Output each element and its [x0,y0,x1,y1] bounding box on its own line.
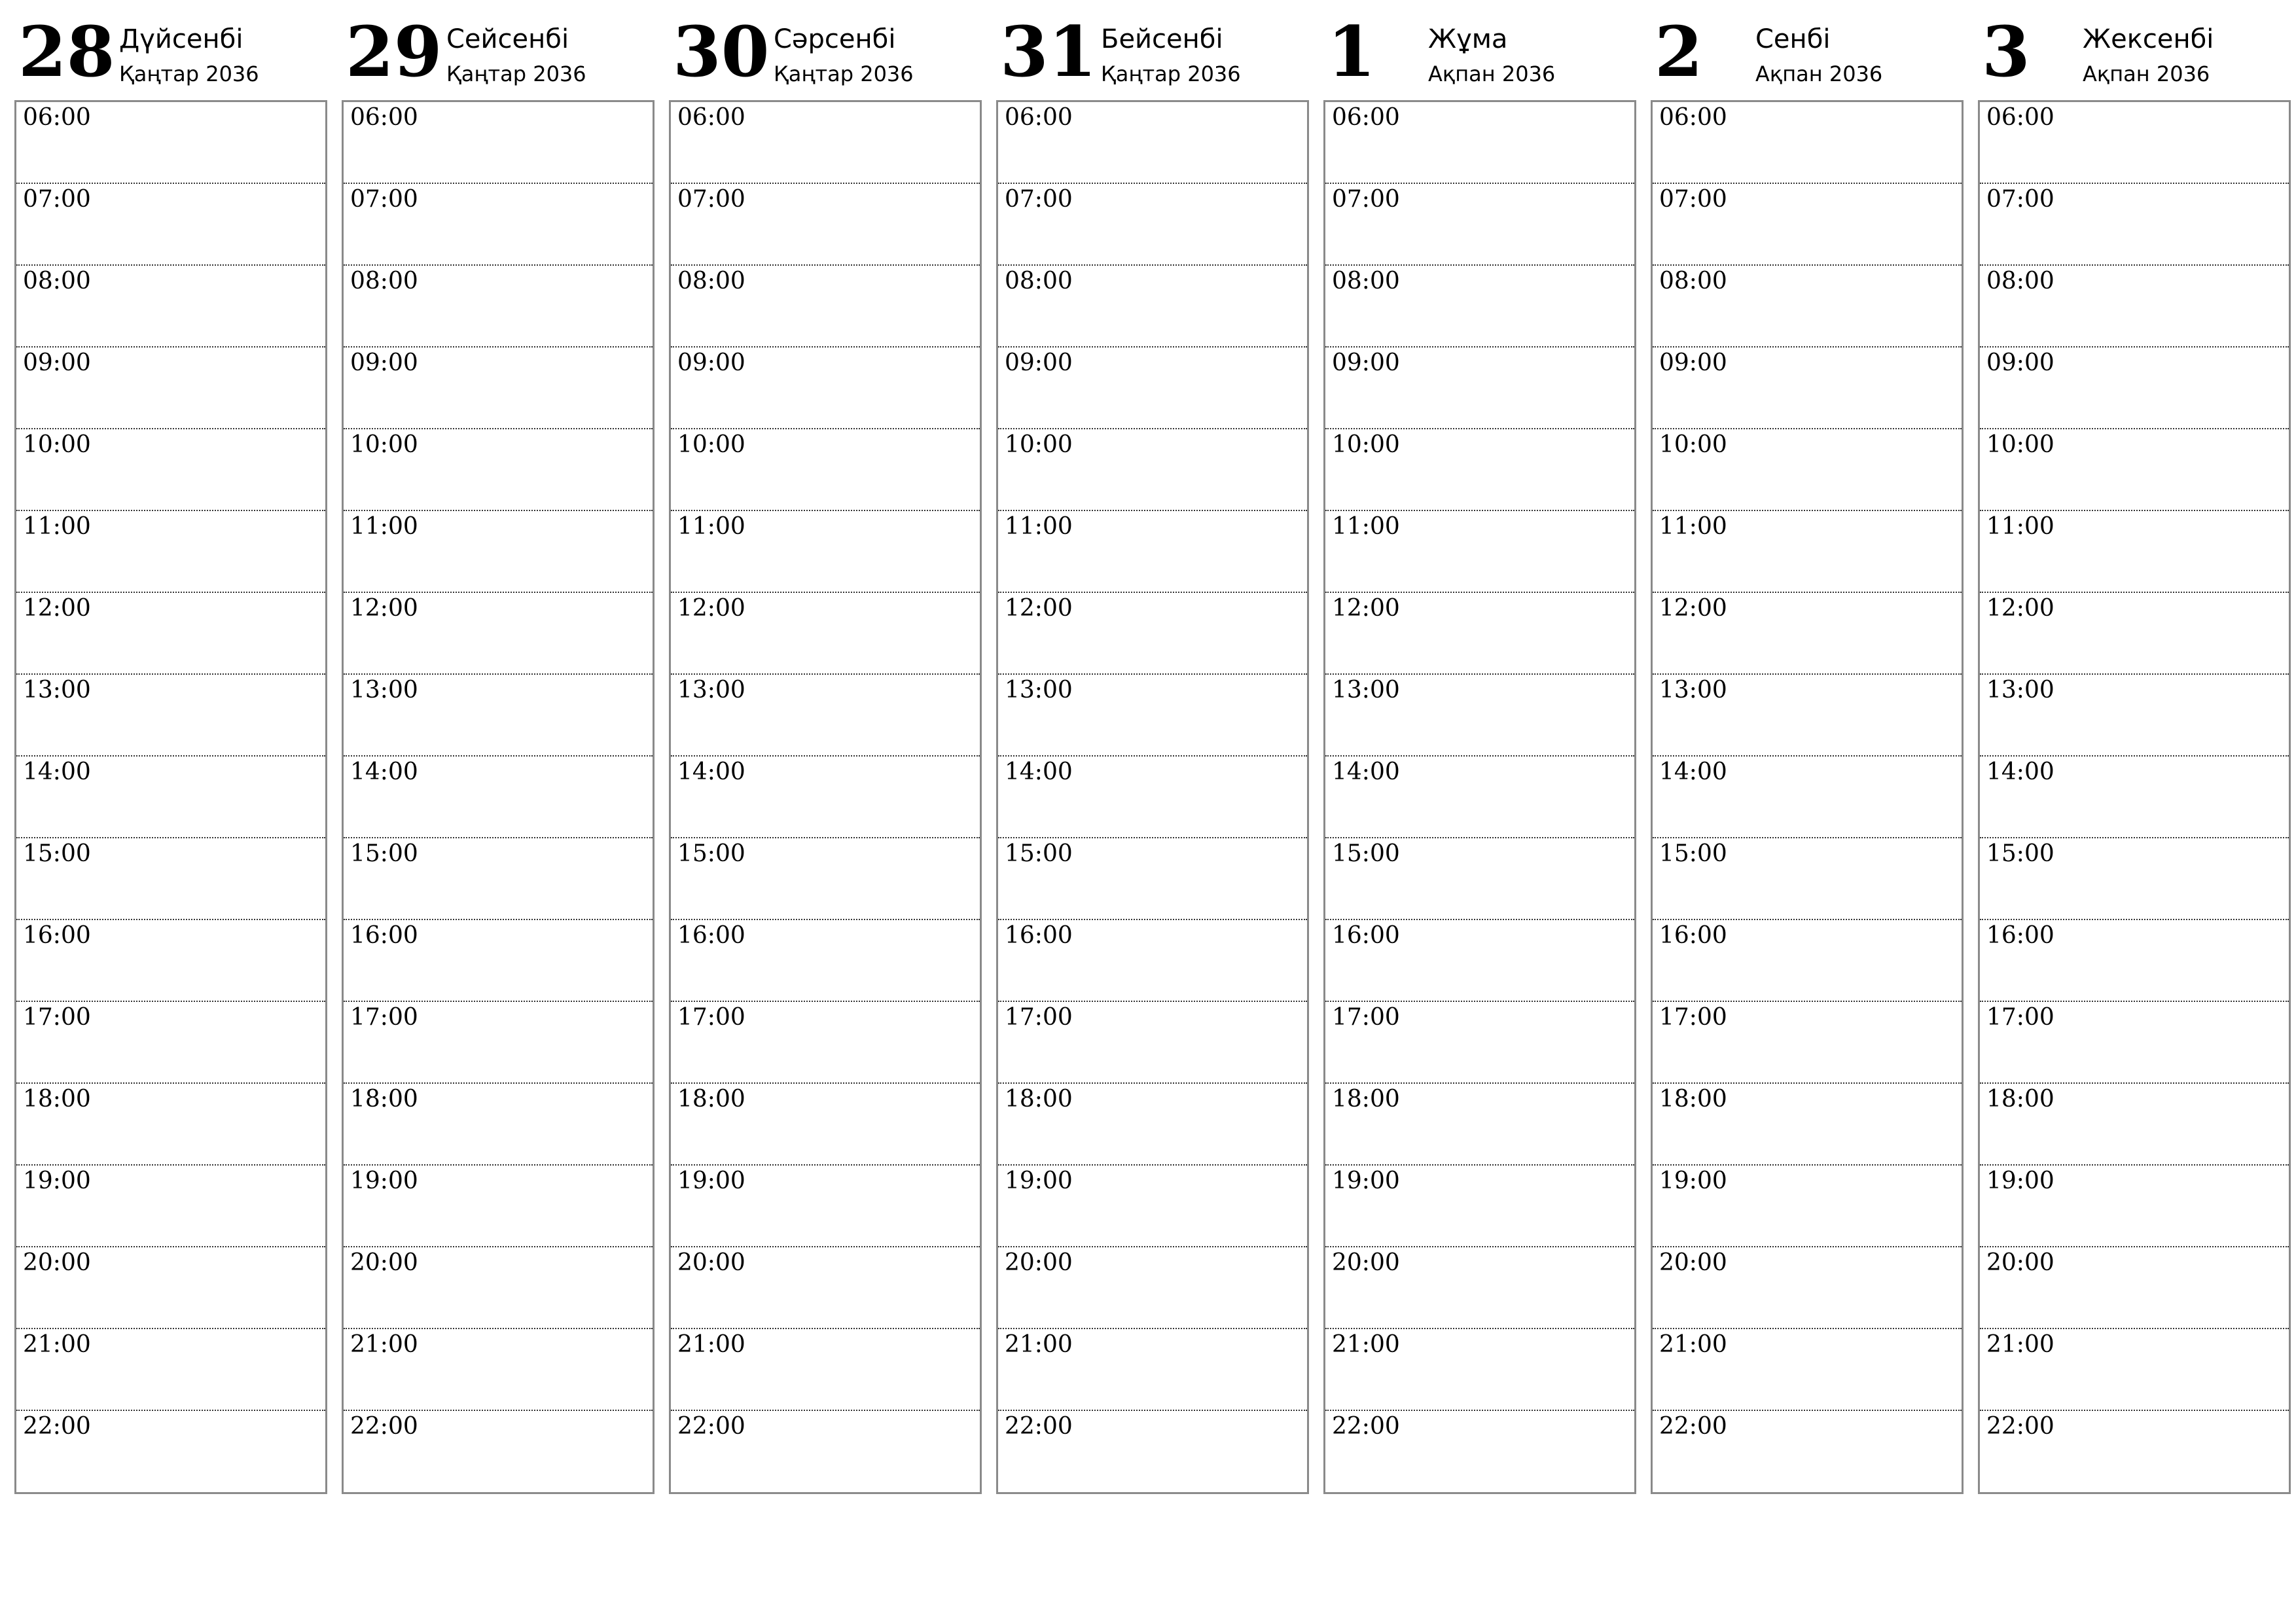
day-month: Қаңтар 2036 [1101,62,1241,86]
time-label: 06:00 [350,104,418,131]
time-label: 08:00 [1659,268,1727,294]
day-number: 29 [346,10,442,92]
time-label: 21:00 [23,1331,91,1358]
time-slot[interactable] [1325,593,1634,675]
time-label: 12:00 [1005,595,1073,622]
time-slot[interactable] [998,1084,1307,1166]
time-label: 10:00 [23,431,91,458]
time-label: 11:00 [1986,513,2054,540]
day-number: 1 [1327,10,1376,92]
time-label: 14:00 [1332,758,1400,785]
time-label: 22:00 [350,1413,418,1440]
time-slot[interactable] [1653,266,1962,348]
time-slot[interactable] [998,1411,1307,1493]
time-label: 07:00 [677,186,745,213]
time-slot[interactable] [1325,920,1634,1002]
day-header [342,12,655,100]
day-column [1651,12,1964,1494]
time-slot[interactable] [998,920,1307,1002]
time-label: 06:00 [1332,104,1400,131]
time-slot[interactable] [1325,102,1634,184]
time-slot[interactable] [671,1084,980,1166]
time-slot[interactable] [344,920,653,1002]
time-slot[interactable] [1980,675,2289,757]
time-label: 22:00 [1332,1413,1400,1440]
time-label: 19:00 [23,1168,91,1194]
time-label: 08:00 [23,268,91,294]
time-slot[interactable] [671,838,980,920]
time-label: 10:00 [1659,431,1727,458]
time-label: 16:00 [1986,922,2054,949]
time-label: 18:00 [1332,1086,1400,1113]
time-slot[interactable] [16,1329,325,1411]
time-slot[interactable] [671,593,980,675]
time-label: 16:00 [1659,922,1727,949]
time-label: 10:00 [1332,431,1400,458]
time-slot[interactable] [16,838,325,920]
time-slot[interactable] [998,429,1307,511]
time-label: 20:00 [677,1249,745,1276]
time-slot[interactable] [998,511,1307,593]
day-header [1651,12,1964,100]
time-label: 10:00 [1986,431,2054,458]
time-label: 10:00 [677,431,745,458]
time-label: 20:00 [1659,1249,1727,1276]
time-slot[interactable] [344,1084,653,1166]
time-slot[interactable] [671,266,980,348]
time-label: 09:00 [1986,349,2054,376]
time-label: 17:00 [350,1004,418,1031]
time-slot[interactable] [671,348,980,429]
time-label: 11:00 [23,513,91,540]
time-slot[interactable] [1653,757,1962,838]
time-slot[interactable] [16,1084,325,1166]
time-label: 22:00 [23,1413,91,1440]
time-label: 17:00 [677,1004,745,1031]
time-label: 08:00 [350,268,418,294]
time-slot[interactable] [671,1411,980,1493]
time-label: 07:00 [1332,186,1400,213]
time-slot[interactable] [671,429,980,511]
time-slot[interactable] [344,838,653,920]
time-slot[interactable] [1325,1084,1634,1166]
time-label: 13:00 [677,677,745,704]
time-slot[interactable] [1980,1329,2289,1411]
day-schedule-box [996,100,1309,1494]
time-slot[interactable] [1653,102,1962,184]
time-slot[interactable] [998,675,1307,757]
time-label: 17:00 [1005,1004,1073,1031]
day-schedule-box [1978,100,2291,1494]
time-label: 14:00 [1986,758,2054,785]
time-label: 06:00 [23,104,91,131]
time-slot[interactable] [998,266,1307,348]
day-name: Сәрсенбі [774,24,896,54]
time-label: 17:00 [1332,1004,1400,1031]
time-slot[interactable] [1653,593,1962,675]
time-label: 10:00 [1005,431,1073,458]
time-slot[interactable] [998,1002,1307,1084]
time-label: 14:00 [350,758,418,785]
time-slot[interactable] [1325,838,1634,920]
time-label: 12:00 [23,595,91,622]
time-label: 07:00 [23,186,91,213]
time-slot[interactable] [998,1247,1307,1329]
time-slot[interactable] [16,184,325,266]
time-label: 15:00 [677,840,745,867]
time-slot[interactable] [344,1166,653,1247]
time-slot[interactable] [1980,1247,2289,1329]
time-slot[interactable] [1980,511,2289,593]
time-slot[interactable] [671,1166,980,1247]
day-name: Сенбі [1755,24,1831,54]
time-slot[interactable] [1980,266,2289,348]
day-schedule-box [669,100,982,1494]
time-slot[interactable] [671,1329,980,1411]
day-month: Ақпан 2036 [2083,62,2210,86]
time-label: 13:00 [1659,677,1727,704]
time-slot[interactable] [998,1329,1307,1411]
day-month: Ақпан 2036 [1428,62,1556,86]
time-label: 14:00 [677,758,745,785]
time-slot[interactable] [1980,838,2289,920]
time-label: 22:00 [1659,1413,1727,1440]
time-slot[interactable] [1653,184,1962,266]
time-label: 21:00 [1659,1331,1727,1358]
time-slot[interactable] [1653,1002,1962,1084]
time-label: 19:00 [677,1168,745,1194]
time-label: 09:00 [1005,349,1073,376]
time-label: 07:00 [1659,186,1727,213]
time-slot[interactable] [671,102,980,184]
time-label: 10:00 [350,431,418,458]
time-label: 09:00 [1659,349,1727,376]
time-slot[interactable] [1653,1329,1962,1411]
time-slot[interactable] [998,184,1307,266]
time-label: 16:00 [677,922,745,949]
day-month: Қаңтар 2036 [446,62,586,86]
time-label: 08:00 [1986,268,2054,294]
time-label: 06:00 [1005,104,1073,131]
time-label: 19:00 [1332,1168,1400,1194]
time-label: 21:00 [1986,1331,2054,1358]
time-slot[interactable] [344,102,653,184]
time-label: 13:00 [350,677,418,704]
time-slot[interactable] [1325,348,1634,429]
time-label: 22:00 [677,1413,745,1440]
time-slot[interactable] [1980,1166,2289,1247]
time-slot[interactable] [1980,348,2289,429]
time-slot[interactable] [16,593,325,675]
day-column [669,12,982,1494]
time-label: 16:00 [23,922,91,949]
time-slot[interactable] [1980,1411,2289,1493]
time-slot[interactable] [1325,1411,1634,1493]
time-label: 18:00 [1659,1086,1727,1113]
time-slot[interactable] [1653,429,1962,511]
time-label: 18:00 [677,1086,745,1113]
time-label: 09:00 [23,349,91,376]
time-slot[interactable] [1980,1084,2289,1166]
time-slot[interactable] [671,757,980,838]
time-slot[interactable] [16,1002,325,1084]
time-label: 20:00 [1005,1249,1073,1276]
day-column [342,12,655,1494]
day-number: 3 [1982,10,2030,92]
time-label: 17:00 [1986,1004,2054,1031]
time-slot[interactable] [1653,838,1962,920]
time-slot[interactable] [16,1411,325,1493]
day-header [14,12,327,100]
day-name: Дүйсенбі [119,24,243,54]
time-label: 08:00 [1332,268,1400,294]
time-label: 18:00 [1005,1086,1073,1113]
time-slot[interactable] [344,593,653,675]
time-label: 20:00 [350,1249,418,1276]
time-slot[interactable] [16,757,325,838]
time-label: 19:00 [1659,1168,1727,1194]
time-slot[interactable] [16,348,325,429]
day-schedule-box [342,100,655,1494]
time-slot[interactable] [1980,1002,2289,1084]
time-label: 15:00 [350,840,418,867]
day-month: Қаңтар 2036 [119,62,259,86]
time-label: 11:00 [350,513,418,540]
time-label: 06:00 [1659,104,1727,131]
time-label: 12:00 [350,595,418,622]
time-label: 12:00 [1332,595,1400,622]
day-number: 31 [1000,10,1097,92]
time-slot[interactable] [1325,511,1634,593]
day-number: 2 [1655,10,1703,92]
time-slot[interactable] [344,675,653,757]
time-slot[interactable] [344,1329,653,1411]
time-slot[interactable] [1653,1411,1962,1493]
time-label: 14:00 [23,758,91,785]
time-slot[interactable] [1325,757,1634,838]
time-slot[interactable] [1325,429,1634,511]
day-schedule-box [1323,100,1636,1494]
time-label: 18:00 [350,1086,418,1113]
day-header [669,12,982,100]
time-label: 14:00 [1005,758,1073,785]
day-schedule-box [1651,100,1964,1494]
time-label: 21:00 [677,1331,745,1358]
time-slot[interactable] [1325,1002,1634,1084]
time-label: 19:00 [1005,1168,1073,1194]
time-slot[interactable] [671,1247,980,1329]
time-label: 13:00 [1986,677,2054,704]
day-name: Сейсенбі [446,24,569,54]
time-slot[interactable] [1325,266,1634,348]
time-slot[interactable] [998,593,1307,675]
day-number: 28 [18,10,115,92]
time-label: 07:00 [1005,186,1073,213]
day-month: Ақпан 2036 [1755,62,1883,86]
time-slot[interactable] [16,266,325,348]
time-label: 15:00 [1332,840,1400,867]
time-slot[interactable] [1653,348,1962,429]
time-label: 17:00 [1659,1004,1727,1031]
time-label: 13:00 [1005,677,1073,704]
time-label: 09:00 [350,349,418,376]
time-label: 15:00 [1986,840,2054,867]
time-slot[interactable] [1980,593,2289,675]
time-label: 16:00 [1005,922,1073,949]
day-month: Қаңтар 2036 [774,62,914,86]
time-slot[interactable] [16,429,325,511]
time-label: 12:00 [677,595,745,622]
time-slot[interactable] [16,511,325,593]
time-slot[interactable] [16,920,325,1002]
time-slot[interactable] [16,675,325,757]
day-header [996,12,1309,100]
time-label: 21:00 [350,1331,418,1358]
time-slot[interactable] [1980,429,2289,511]
time-slot[interactable] [1980,102,2289,184]
time-label: 09:00 [677,349,745,376]
time-slot[interactable] [16,1166,325,1247]
day-name: Бейсенбі [1101,24,1223,54]
time-slot[interactable] [1325,1329,1634,1411]
time-label: 19:00 [1986,1168,2054,1194]
day-name: Жұма [1428,24,1508,54]
time-slot[interactable] [344,429,653,511]
time-slot[interactable] [344,348,653,429]
time-label: 15:00 [1659,840,1727,867]
time-slot[interactable] [1980,184,2289,266]
day-column [1978,12,2291,1494]
time-label: 22:00 [1986,1413,2054,1440]
time-label: 08:00 [677,268,745,294]
time-slot[interactable] [1325,1247,1634,1329]
time-slot[interactable] [1980,920,2289,1002]
day-column [1323,12,1636,1494]
time-slot[interactable] [344,1247,653,1329]
time-slot[interactable] [1653,920,1962,1002]
time-label: 07:00 [1986,186,2054,213]
time-slot[interactable] [998,1166,1307,1247]
time-slot[interactable] [1325,1166,1634,1247]
time-label: 09:00 [1332,349,1400,376]
day-name: Жексенбі [2083,24,2214,54]
time-slot[interactable] [344,266,653,348]
time-label: 06:00 [1986,104,2054,131]
time-label: 21:00 [1332,1331,1400,1358]
time-label: 08:00 [1005,268,1073,294]
day-column [14,12,327,1494]
time-slot[interactable] [998,102,1307,184]
time-slot[interactable] [998,838,1307,920]
time-slot[interactable] [344,1411,653,1493]
time-label: 11:00 [1005,513,1073,540]
time-label: 11:00 [1659,513,1727,540]
time-slot[interactable] [344,511,653,593]
time-label: 20:00 [1986,1249,2054,1276]
time-slot[interactable] [344,757,653,838]
time-label: 14:00 [1659,758,1727,785]
time-label: 18:00 [1986,1086,2054,1113]
time-slot[interactable] [671,675,980,757]
time-slot[interactable] [998,348,1307,429]
time-slot[interactable] [1980,757,2289,838]
time-slot[interactable] [344,1002,653,1084]
time-label: 15:00 [1005,840,1073,867]
time-label: 12:00 [1659,595,1727,622]
time-slot[interactable] [16,1247,325,1329]
time-slot[interactable] [1325,184,1634,266]
time-slot[interactable] [1653,1247,1962,1329]
time-label: 22:00 [1005,1413,1073,1440]
day-header [1978,12,2291,100]
time-label: 11:00 [677,513,745,540]
time-slot[interactable] [344,184,653,266]
weekly-planner [14,12,2282,1494]
time-label: 07:00 [350,186,418,213]
time-slot[interactable] [671,920,980,1002]
time-label: 16:00 [350,922,418,949]
time-slot[interactable] [671,511,980,593]
time-slot[interactable] [671,184,980,266]
time-slot[interactable] [1325,675,1634,757]
time-label: 13:00 [1332,677,1400,704]
time-slot[interactable] [16,102,325,184]
time-slot[interactable] [1653,1084,1962,1166]
day-column [996,12,1309,1494]
time-label: 20:00 [1332,1249,1400,1276]
time-slot[interactable] [671,1002,980,1084]
day-header [1323,12,1636,100]
time-label: 15:00 [23,840,91,867]
time-label: 16:00 [1332,922,1400,949]
time-label: 11:00 [1332,513,1400,540]
time-label: 19:00 [350,1168,418,1194]
time-label: 21:00 [1005,1331,1073,1358]
time-label: 13:00 [23,677,91,704]
day-schedule-box [14,100,327,1494]
day-number: 30 [673,10,770,92]
time-label: 20:00 [23,1249,91,1276]
time-label: 17:00 [23,1004,91,1031]
time-label: 12:00 [1986,595,2054,622]
time-slot[interactable] [1653,511,1962,593]
time-label: 18:00 [23,1086,91,1113]
time-slot[interactable] [1653,675,1962,757]
time-slot[interactable] [998,757,1307,838]
time-label: 06:00 [677,104,745,131]
time-slot[interactable] [1653,1166,1962,1247]
